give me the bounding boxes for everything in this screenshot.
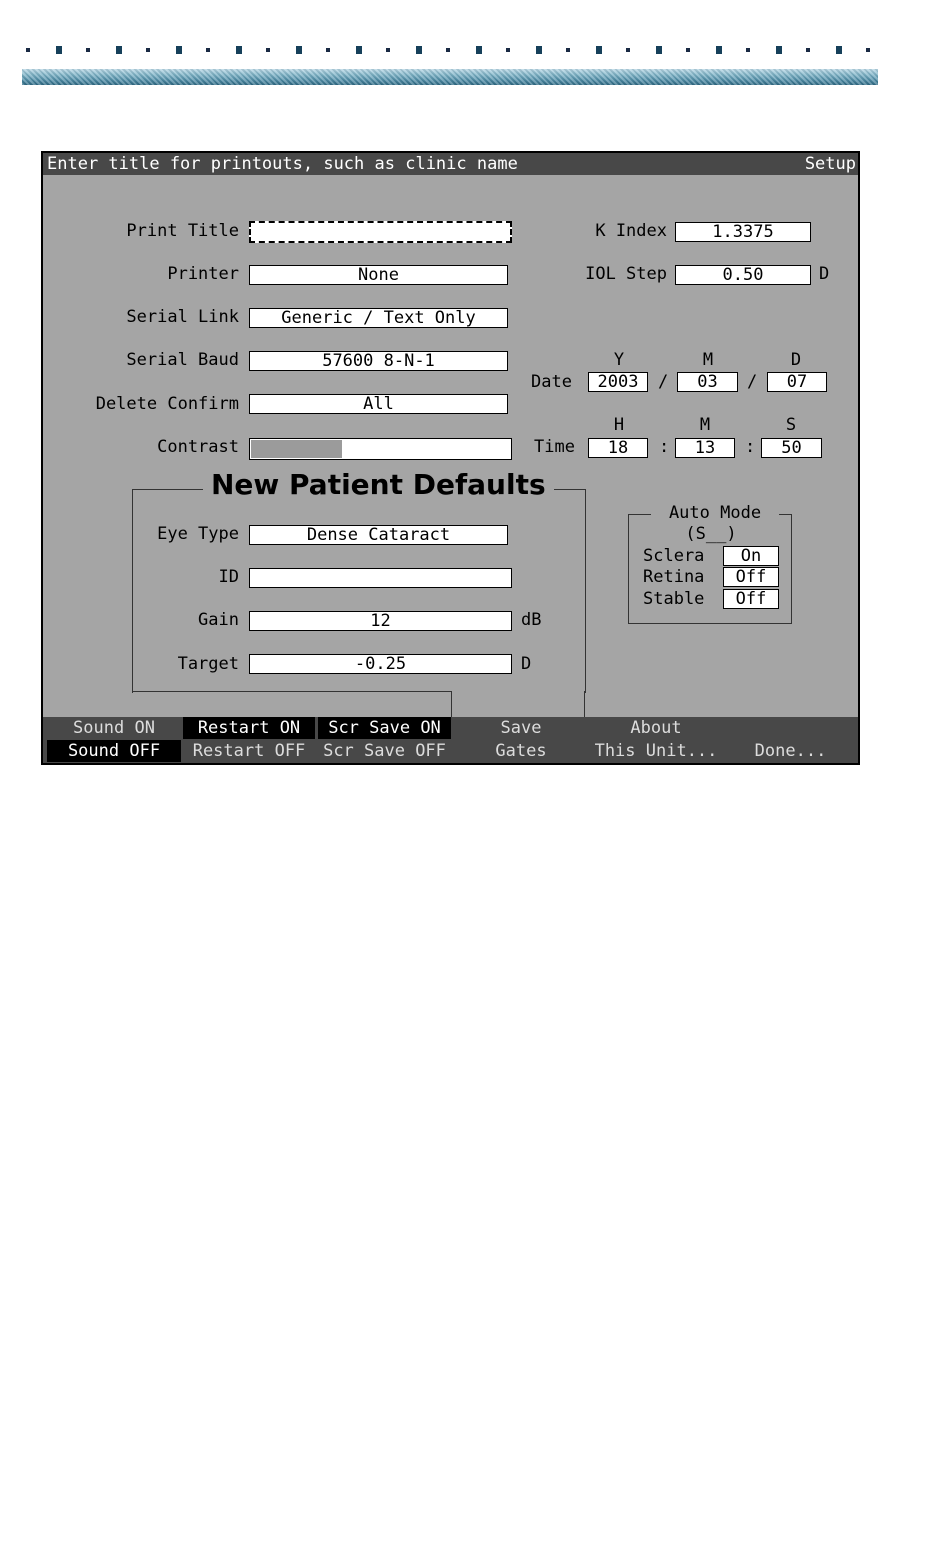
rule-dot bbox=[446, 48, 450, 52]
rule-dot bbox=[716, 46, 722, 54]
serial-link-label: Serial Link bbox=[126, 307, 239, 327]
rule-dot bbox=[326, 48, 330, 52]
rule-dot bbox=[536, 46, 542, 54]
date-day-caption: D bbox=[790, 350, 802, 370]
stable-toggle[interactable]: Off bbox=[723, 589, 779, 609]
new-patient-defaults-frame-edge bbox=[584, 691, 585, 717]
contrast-slider-fill bbox=[251, 440, 342, 458]
time-second-field[interactable]: 50 bbox=[761, 438, 822, 458]
new-patient-defaults-frame-bottom bbox=[132, 691, 451, 692]
iol-step-label: IOL Step bbox=[585, 264, 667, 284]
rule-dot bbox=[686, 48, 690, 52]
date-month-caption: M bbox=[702, 350, 714, 370]
stable-label: Stable bbox=[643, 589, 705, 609]
rule-dot bbox=[506, 48, 510, 52]
rule-dot bbox=[836, 46, 842, 54]
status-hint: Enter title for printouts, such as clinic name bbox=[47, 154, 518, 174]
save-gates-key-line2[interactable]: Gates bbox=[495, 741, 547, 761]
gain-label: Gain bbox=[198, 610, 239, 630]
k-index-field[interactable]: 1.3375 bbox=[675, 222, 811, 242]
time-minute-caption: M bbox=[699, 415, 711, 435]
rule-dot bbox=[746, 48, 750, 52]
target-unit: D bbox=[521, 654, 532, 674]
date-separator: / bbox=[747, 372, 758, 392]
target-label: Target bbox=[177, 654, 239, 674]
id-label: ID bbox=[218, 567, 239, 587]
auto-mode-subtitle: (S__) bbox=[685, 524, 737, 544]
eye-type-label: Eye Type bbox=[157, 524, 239, 544]
scr-save-off-key[interactable]: Scr Save OFF bbox=[323, 741, 446, 761]
scr-save-on-key[interactable]: Scr Save ON bbox=[318, 717, 451, 739]
id-field[interactable] bbox=[249, 568, 512, 588]
serial-link-field[interactable]: Generic / Text Only bbox=[249, 308, 508, 328]
time-separator: : bbox=[745, 437, 756, 457]
serial-baud-field[interactable]: 57600 8-N-1 bbox=[249, 351, 508, 371]
date-year-caption: Y bbox=[613, 350, 625, 370]
contrast-label: Contrast bbox=[157, 437, 239, 457]
target-field[interactable]: -0.25 bbox=[249, 654, 512, 674]
delete-confirm-label: Delete Confirm bbox=[95, 394, 239, 414]
rule-dot bbox=[206, 48, 210, 52]
iol-step-unit: D bbox=[819, 264, 830, 284]
rule-dot bbox=[86, 48, 90, 52]
k-index-label: K Index bbox=[595, 221, 667, 241]
rule-dot bbox=[356, 46, 362, 54]
contrast-slider[interactable] bbox=[249, 438, 512, 460]
eye-type-field[interactable]: Dense Cataract bbox=[249, 525, 508, 545]
screen-mode-label: Setup bbox=[804, 154, 856, 174]
rule-dot bbox=[56, 46, 62, 54]
retina-toggle[interactable]: Off bbox=[723, 567, 779, 587]
time-minute-field[interactable]: 13 bbox=[675, 438, 735, 458]
rule-dot bbox=[146, 48, 150, 52]
rule-dot bbox=[476, 46, 482, 54]
auto-mode-title: Auto Mode bbox=[651, 503, 779, 523]
time-second-caption: S bbox=[785, 415, 797, 435]
sclera-label: Sclera bbox=[643, 546, 705, 566]
setup-screen bbox=[41, 151, 860, 765]
softkey-bar bbox=[43, 717, 858, 763]
date-year-field[interactable]: 2003 bbox=[588, 372, 648, 392]
serial-baud-label: Serial Baud bbox=[126, 350, 239, 370]
rule-dot bbox=[386, 48, 390, 52]
rule-dot bbox=[566, 48, 570, 52]
printer-label: Printer bbox=[167, 264, 239, 284]
new-patient-defaults-title: New Patient Defaults bbox=[203, 469, 554, 501]
date-label: Date bbox=[531, 372, 572, 392]
title-bar bbox=[43, 153, 858, 175]
about-unit-key-line2[interactable]: This Unit... bbox=[594, 741, 718, 761]
new-patient-defaults-frame-tab bbox=[451, 691, 452, 717]
rule-dot bbox=[596, 46, 602, 54]
delete-confirm-field[interactable]: All bbox=[249, 394, 508, 414]
sound-on-key[interactable]: Sound ON bbox=[73, 718, 155, 738]
print-title-label: Print Title bbox=[126, 221, 239, 241]
gain-unit: dB bbox=[521, 610, 542, 630]
gain-field[interactable]: 12 bbox=[249, 611, 512, 631]
rule-dot bbox=[866, 48, 870, 52]
date-separator: / bbox=[658, 372, 669, 392]
date-month-field[interactable]: 03 bbox=[677, 372, 738, 392]
rule-dot bbox=[176, 46, 182, 54]
rule-dot bbox=[266, 48, 270, 52]
time-label: Time bbox=[534, 437, 575, 457]
rule-dot bbox=[296, 46, 302, 54]
rule-dot bbox=[626, 48, 630, 52]
rule-dot bbox=[656, 46, 662, 54]
date-day-field[interactable]: 07 bbox=[767, 372, 827, 392]
retina-label: Retina bbox=[643, 567, 705, 587]
restart-on-key[interactable]: Restart ON bbox=[183, 717, 315, 739]
header-dot-rule bbox=[22, 44, 878, 58]
save-gates-key-line1[interactable]: Save bbox=[500, 718, 542, 738]
time-hour-caption: H bbox=[613, 415, 625, 435]
rule-dot bbox=[26, 48, 30, 52]
time-separator: : bbox=[659, 437, 670, 457]
done-key[interactable]: Done... bbox=[754, 741, 827, 761]
printer-field[interactable]: None bbox=[249, 265, 508, 285]
iol-step-field[interactable]: 0.50 bbox=[675, 265, 811, 285]
rule-dot bbox=[776, 46, 782, 54]
rule-dot bbox=[416, 46, 422, 54]
sclera-toggle[interactable]: On bbox=[723, 546, 779, 566]
rule-dot bbox=[806, 48, 810, 52]
time-hour-field[interactable]: 18 bbox=[588, 438, 648, 458]
restart-off-key[interactable]: Restart OFF bbox=[192, 741, 306, 761]
about-unit-key-line1[interactable]: About bbox=[630, 718, 682, 738]
sound-off-key[interactable]: Sound OFF bbox=[47, 740, 181, 762]
rule-dot bbox=[236, 46, 242, 54]
print-title-field[interactable] bbox=[249, 221, 512, 243]
header-gradient-band bbox=[22, 69, 878, 85]
rule-dot bbox=[116, 46, 122, 54]
